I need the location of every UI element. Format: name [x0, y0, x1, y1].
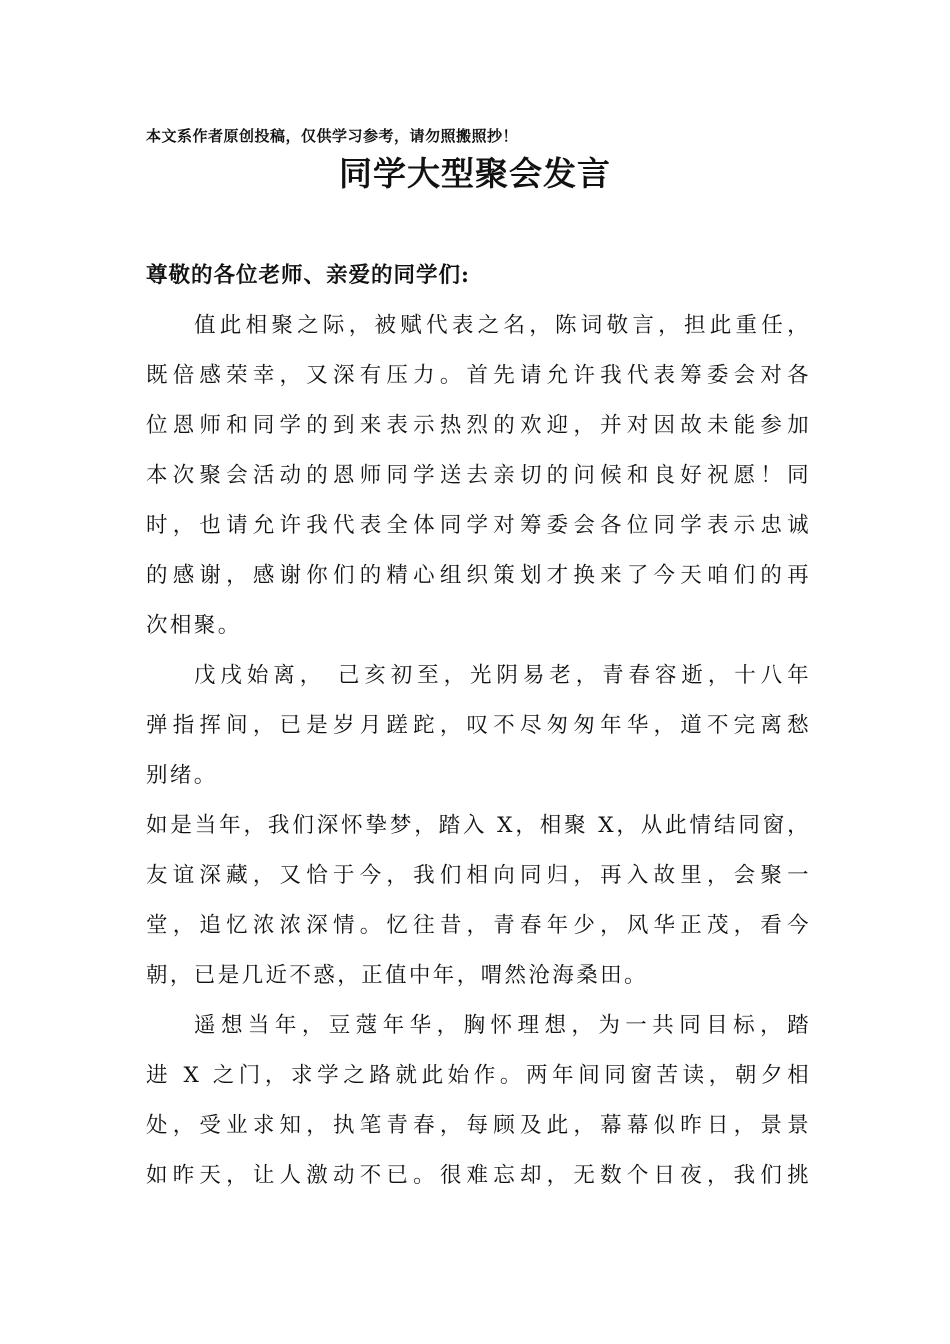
text-line: 别绪。 [146, 763, 218, 788]
copyright-notice: 本文系作者原创投稿，仅供学习参考，请勿照搬照抄！ [146, 127, 519, 145]
text-line: 既倍感荣幸，又深有压力。首先请允许我代表筹委会对各 [146, 363, 811, 388]
text-line: 处，受业求知，执笔青春，每顾及此，幕幕似昨日，景景 [146, 1113, 811, 1138]
text-line: 时，也请允许我代表全体同学对筹委会各位同学表示忠诚 [146, 513, 811, 538]
text-line: 遥想当年，豆蔻年华，胸怀理想，为一共同目标，踏 [194, 1013, 811, 1038]
text-line: 进 X 之门，求学之路就此始作。两年间同窗苦读，朝夕相 [146, 1063, 811, 1088]
text-line: 朝，已是几近不惑，正值中年，喟然沧海桑田。 [146, 963, 648, 988]
text-line: 友谊深藏，又恰于今，我们相向同归，再入故里，会聚一 [146, 863, 811, 888]
text-line: 值此相聚之际，被赋代表之名，陈词敬言，担此重任， [194, 313, 811, 338]
text-line: 如是当年，我们深怀挚梦，踏入 X，相聚 X，从此情结同窗， [146, 813, 811, 838]
text-line: 如昨天，让人激动不已。很难忘却，无数个日夜，我们挑 [146, 1163, 811, 1188]
text-line: 堂，追忆浓浓深情。忆往昔，青春年少，风华正茂，看今 [146, 913, 811, 938]
text-line: 次相聚。 [146, 613, 242, 638]
salutation: 尊敬的各位老师、亲爱的同学们: [146, 263, 470, 288]
text-line: 弹指挥间，已是岁月蹉跎，叹不尽匆匆年华，道不完离愁 [146, 713, 811, 738]
text-line: 位恩师和同学的到来表示热烈的欢迎，并对因故未能参加 [146, 413, 811, 438]
text-line: 戊戌始离， 己亥初至，光阴易老，青春容逝，十八年 [194, 663, 811, 688]
speech-body [146, 308, 811, 1208]
text-line: 的感谢，感谢你们的精心组织策划才换来了今天咱们的再 [146, 563, 811, 588]
text-line: 本次聚会活动的恩师同学送去亲切的问候和良好祝愿！同 [146, 463, 811, 488]
page-title: 同学大型聚会发言 [339, 154, 611, 193]
